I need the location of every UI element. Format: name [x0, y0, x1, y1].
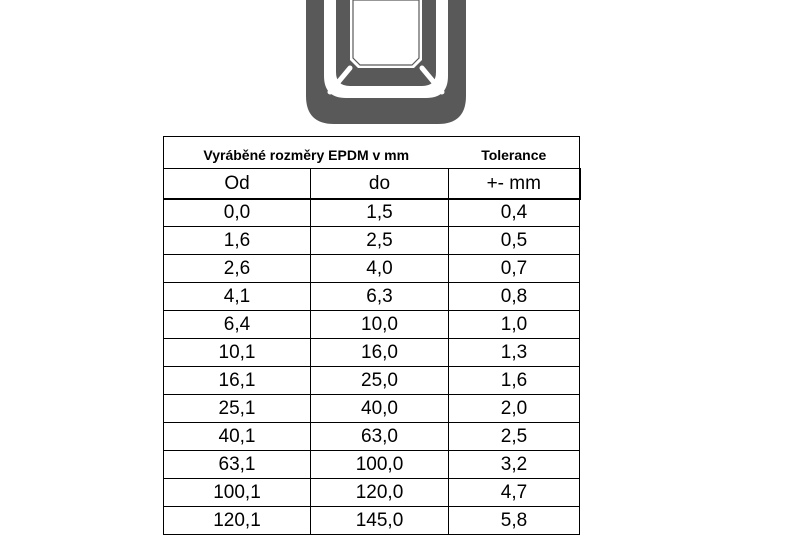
cell-from: 25,1 [164, 395, 311, 423]
cell-from: 63,1 [164, 451, 311, 479]
cell-to: 25,0 [311, 367, 449, 395]
cell-tolerance: 4,7 [449, 479, 580, 507]
cell-from: 120,1 [164, 507, 311, 535]
cell-tolerance: 1,3 [449, 339, 580, 367]
cell-tolerance: 0,7 [449, 255, 580, 283]
cell-from: 6,4 [164, 311, 311, 339]
epdm-profile-illustration [306, 0, 466, 126]
table-row [164, 479, 580, 507]
cell-tolerance: 2,0 [449, 395, 580, 423]
cell-tolerance: 2,5 [449, 423, 580, 451]
table-row [164, 339, 580, 367]
profile-cross-section-image [306, 0, 466, 126]
cell-to: 16,0 [311, 339, 449, 367]
cell-to: 2,5 [311, 227, 449, 255]
cell-from: 100,1 [164, 479, 311, 507]
col-header-to: do [311, 169, 449, 199]
cell-to: 100,0 [311, 451, 449, 479]
cell-to: 1,5 [311, 199, 449, 227]
table-row [164, 283, 580, 311]
tolerance-table [163, 136, 581, 535]
cell-tolerance: 0,4 [449, 199, 580, 227]
table-row [164, 199, 580, 227]
column-header-row [164, 169, 580, 199]
col-header-from: Od [164, 169, 311, 199]
table-row [164, 451, 580, 479]
cell-to: 63,0 [311, 423, 449, 451]
cell-to: 120,0 [311, 479, 449, 507]
header-dimensions: Vyráběné rozměry EPDM v mm [164, 137, 449, 169]
cell-tolerance: 0,8 [449, 283, 580, 311]
cell-tolerance: 0,5 [449, 227, 580, 255]
cell-from: 16,1 [164, 367, 311, 395]
cell-tolerance: 5,8 [449, 507, 580, 535]
table-row [164, 507, 580, 535]
table-row [164, 311, 580, 339]
table-row [164, 255, 580, 283]
cell-tolerance: 3,2 [449, 451, 580, 479]
cell-from: 0,0 [164, 199, 311, 227]
cell-to: 4,0 [311, 255, 449, 283]
table-row [164, 227, 580, 255]
cell-from: 1,6 [164, 227, 311, 255]
table-title-row [164, 137, 580, 169]
cell-from: 4,1 [164, 283, 311, 311]
cell-to: 6,3 [311, 283, 449, 311]
cell-to: 10,0 [311, 311, 449, 339]
table-row [164, 423, 580, 451]
table-row [164, 367, 580, 395]
cell-to: 40,0 [311, 395, 449, 423]
col-header-tolerance: +- mm [449, 169, 580, 199]
cell-tolerance: 1,6 [449, 367, 580, 395]
cell-from: 40,1 [164, 423, 311, 451]
table-row [164, 395, 580, 423]
cell-tolerance: 1,0 [449, 311, 580, 339]
header-tolerance: Tolerance [449, 137, 580, 169]
cell-from: 2,6 [164, 255, 311, 283]
cell-to: 145,0 [311, 507, 449, 535]
cell-from: 10,1 [164, 339, 311, 367]
